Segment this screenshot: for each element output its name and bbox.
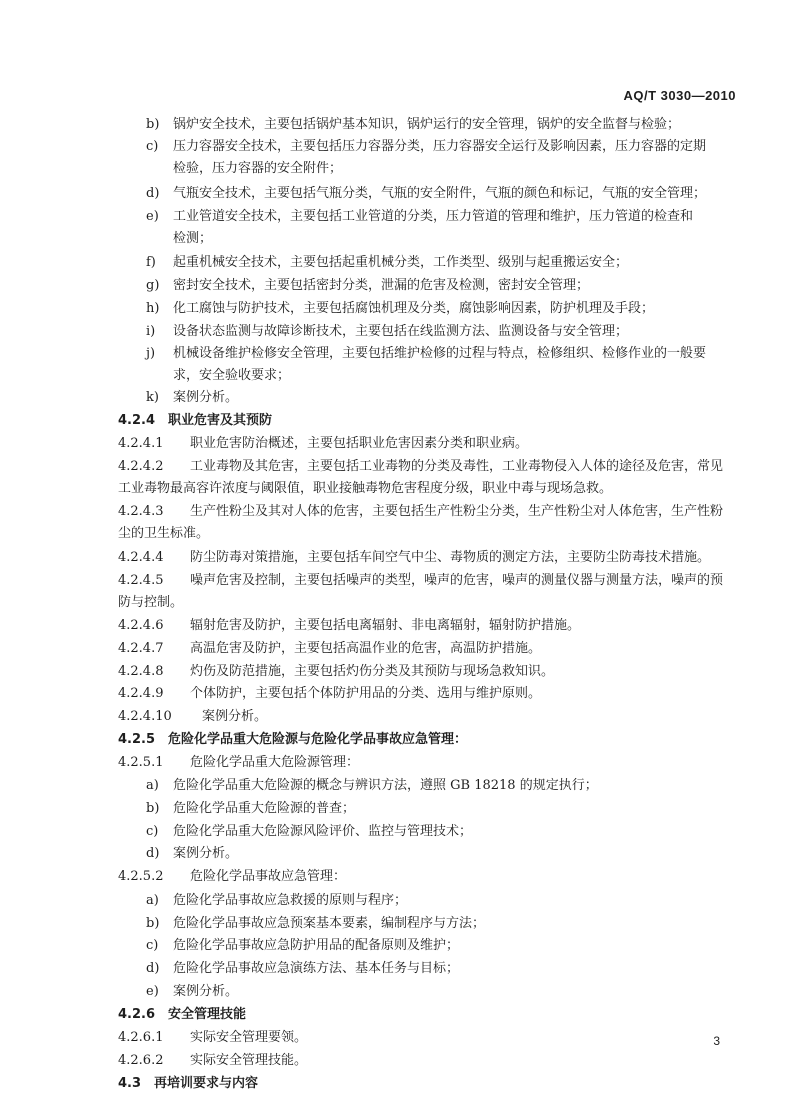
item-text: 高温危害及防护，主要包括高温作业的危害，高温防护措施。: [190, 641, 542, 656]
text-line-c3: [146, 935, 459, 957]
text-line-s43: [118, 1073, 258, 1095]
item-number: c): [146, 824, 159, 839]
item-number: d): [146, 961, 160, 976]
item-text: 辐射危害及防护，主要包括电离辐射、非电离辐射，辐射防护措施。: [190, 618, 581, 633]
item-text: 化工腐蚀与防护技术，主要包括腐蚀机理及分类，腐蚀影响因素，防护机理及手段；: [173, 301, 655, 316]
item-text: 再培训要求与内容: [154, 1076, 259, 1091]
item-number: 4.2.4.8: [118, 664, 164, 679]
text-line-b3: [146, 913, 485, 935]
item-text: 噪声危害及控制，主要包括噪声的类型，噪声的危害，噪声的测量仪器与测量方法，噪声的预: [190, 573, 724, 588]
item-text: 危险化学品重大危险源管理：: [190, 755, 360, 770]
item-number: d): [146, 846, 160, 861]
text-line-s4249: [118, 683, 541, 705]
item-number: 4.2.4.2: [118, 459, 164, 474]
item-number: g): [146, 278, 160, 293]
text-line-s4262: [118, 1050, 307, 1072]
text-line-j1a: [146, 343, 706, 365]
item-text: 实际安全管理技能。: [190, 1053, 308, 1068]
text-line-b1: [146, 114, 680, 136]
item-text: 求，安全验收要求；: [173, 368, 291, 383]
item-text: 危险化学品事故应急救援的原则与程序；: [173, 893, 408, 908]
item-number: b): [146, 801, 160, 816]
item-text: 职业危害防治概述，主要包括职业危害因素分类和职业病。: [190, 436, 529, 451]
text-line-d2: [146, 843, 238, 865]
item-number: 4.2.4: [118, 413, 156, 428]
text-line-s4248: [118, 661, 554, 683]
text-line-a2: [146, 775, 598, 797]
item-text: 工业管道安全技术，主要包括工业管道的分类，压力管道的管理和维护，压力管道的检查和: [173, 209, 694, 224]
item-number: i): [146, 324, 156, 339]
text-line-c2: [146, 821, 472, 843]
item-text: 危险化学品事故应急防护用品的配备原则及维护；: [173, 938, 460, 953]
item-text: 危险化学品重大危险源的普查；: [173, 801, 356, 816]
item-number: b): [146, 117, 160, 132]
item-text: 危险化学品重大危险源与危险化学品事故应急管理：: [168, 732, 468, 747]
item-number: f): [146, 255, 156, 270]
text-line-s4252: [118, 866, 346, 888]
item-number: h): [146, 301, 160, 316]
item-text: 压力容器安全技术，主要包括压力容器分类，压力容器安全运行及影响因素，压力容器的定期: [173, 139, 707, 154]
item-text: 尘的卫生标准。: [118, 526, 210, 541]
item-text: 防与控制。: [118, 595, 184, 610]
item-text: 危险化学品事故应急管理：: [190, 869, 347, 884]
item-text: 案例分析。: [202, 709, 268, 724]
item-text: 生产性粉尘及其对人体的危害，主要包括生产性粉尘分类，生产性粉尘对人体危害，生产性粉: [190, 504, 724, 519]
item-text: 案例分析。: [173, 984, 239, 999]
item-text: 安全管理技能: [168, 1007, 247, 1022]
text-line-k1: [146, 387, 238, 409]
text-line-s4243a: [118, 501, 723, 523]
item-text: 危险化学品事故应急预案基本要素，编制程序与方法；: [173, 916, 486, 931]
item-number: 4.2.6.1: [118, 1030, 164, 1045]
item-number: 4.2.4.6: [118, 618, 164, 633]
text-line-s4261: [118, 1027, 307, 1049]
item-number: a): [146, 778, 159, 793]
item-text: 起重机械安全技术，主要包括起重机械分类，工作类型、级别与起重搬运安全；: [173, 255, 629, 270]
item-number: 4.2.4.9: [118, 686, 164, 701]
text-line-s425: [118, 729, 467, 751]
item-text: 检测；: [173, 231, 213, 246]
item-number: a): [146, 893, 159, 908]
item-number: c): [146, 139, 159, 154]
item-number: 4.2.5: [118, 732, 156, 747]
text-line-i1: [146, 321, 628, 343]
item-text: 工业毒物最高容许浓度与阈限值，职业接触毒物危害程度分级，职业中毒与现场急救。: [118, 481, 613, 496]
text-line-f1: [146, 252, 628, 274]
text-line-d1: [146, 183, 706, 205]
text-line-s42410: [118, 706, 267, 728]
text-line-s424: [118, 410, 272, 432]
item-number: 4.2.4.1: [118, 436, 164, 451]
item-number: j): [146, 346, 156, 361]
text-line-j1b: [173, 365, 290, 387]
text-line-s4245b: [118, 592, 183, 614]
item-number: 4.2.6: [118, 1007, 156, 1022]
text-line-b2: [146, 798, 355, 820]
item-number: 4.2.4.10: [118, 709, 172, 724]
item-number: 4.2.4.5: [118, 573, 164, 588]
text-line-s426: [118, 1004, 246, 1026]
text-line-s4242a: [118, 456, 723, 478]
item-text: 职业危害及其预防: [168, 413, 273, 428]
item-text: 个体防护，主要包括个体防护用品的分类、选用与维护原则。: [190, 686, 542, 701]
item-text: 危险化学品重大危险源的概念与辨识方法，遵照 GB 18218 的规定执行；: [173, 778, 598, 793]
text-line-s4241: [118, 433, 528, 455]
item-number: e): [146, 984, 159, 999]
item-text: 防尘防毒对策措施，主要包括车间空气中尘、毒物质的测定方法，主要防尘防毒技术措施。: [190, 550, 711, 565]
item-text: 案例分析。: [173, 390, 239, 405]
item-text: 检验，压力容器的安全附件；: [173, 161, 343, 176]
text-line-d3: [146, 958, 459, 980]
item-number: 4.2.5.2: [118, 869, 164, 884]
text-line-e3: [146, 981, 238, 1003]
item-number: 4.2.4.7: [118, 641, 164, 656]
text-line-s4242b: [118, 478, 612, 500]
item-text: 灼伤及防范措施，主要包括灼伤分类及其预防与现场急救知识。: [190, 664, 555, 679]
text-line-s4244: [118, 547, 710, 569]
item-text: 实际安全管理要领。: [190, 1030, 308, 1045]
text-line-a3: [146, 890, 407, 912]
item-text: 工业毒物及其危害，主要包括工业毒物的分类及毒性，工业毒物侵入人体的途径及危害，常见: [190, 459, 724, 474]
item-number: 4.2.4.3: [118, 504, 164, 519]
item-number: 4.2.6.2: [118, 1053, 164, 1068]
text-line-s4247: [118, 638, 541, 660]
text-line-e1a: [146, 206, 693, 228]
item-number: 4.2.5.1: [118, 755, 164, 770]
item-text: 设备状态监测与故障诊断技术，主要包括在线监测方法、监测设备与安全管理；: [173, 324, 629, 339]
item-text: 气瓶安全技术，主要包括气瓶分类，气瓶的安全附件，气瓶的颜色和标记，气瓶的安全管理；: [173, 186, 707, 201]
item-text: 危险化学品重大危险源风险评价、监控与管理技术；: [173, 824, 473, 839]
item-number: 4.3: [118, 1076, 142, 1091]
text-line-s4245a: [118, 570, 723, 592]
item-number: k): [146, 390, 159, 405]
item-number: 4.2.4.4: [118, 550, 164, 565]
standard-code: AQ/T 3030—2010: [623, 88, 736, 103]
text-line-c1b: [173, 158, 342, 180]
item-number: d): [146, 186, 160, 201]
item-number: b): [146, 916, 160, 931]
text-line-e1b: [173, 228, 212, 250]
text-line-h1: [146, 298, 654, 320]
text-line-s4246: [118, 615, 580, 637]
item-number: c): [146, 938, 159, 953]
item-text: 锅炉安全技术，主要包括锅炉基本知识，锅炉运行的安全管理，锅炉的安全监督与检验；: [173, 117, 681, 132]
text-line-g1: [146, 275, 589, 297]
text-line-s4251: [118, 752, 359, 774]
item-number: e): [146, 209, 159, 224]
item-text: 密封安全技术，主要包括密封分类，泄漏的危害及检测，密封安全管理；: [173, 278, 590, 293]
item-text: 机械设备维护检修安全管理，主要包括维护检修的过程与特点，检修组织、检修作业的一般要: [173, 346, 707, 361]
item-text: 案例分析。: [173, 846, 239, 861]
page-number: 3: [713, 1034, 720, 1048]
item-text: 危险化学品事故应急演练方法、基本任务与目标；: [173, 961, 460, 976]
text-line-c1a: [146, 136, 706, 158]
text-line-s4243b: [118, 523, 209, 545]
